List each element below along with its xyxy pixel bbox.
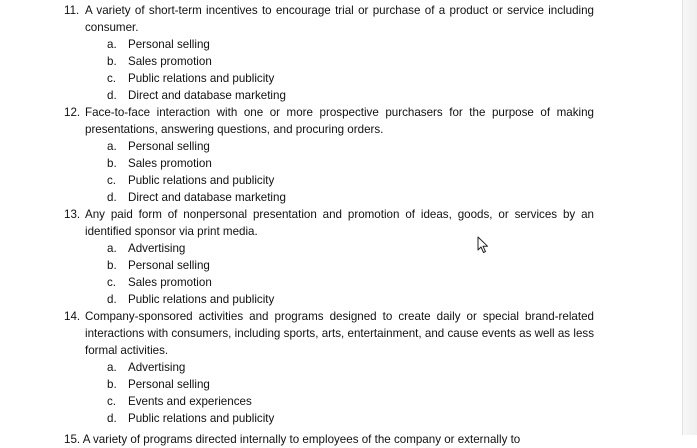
- mouse-pointer-icon: [477, 236, 489, 254]
- option-letter: a.: [107, 242, 117, 255]
- option-text: Advertising: [128, 242, 186, 255]
- option-text: Personal selling: [128, 38, 210, 51]
- option-letter: a.: [107, 140, 117, 153]
- option-letter: d.: [107, 293, 117, 306]
- option-letter: d.: [107, 412, 117, 425]
- question-number: 14.: [64, 310, 81, 323]
- option-letter: d.: [107, 89, 117, 102]
- question-14: [64, 308, 594, 359]
- option-letter: b.: [107, 378, 117, 391]
- question-11: [64, 2, 594, 36]
- option-letter: d.: [107, 191, 117, 204]
- question-number: 13.: [64, 208, 81, 221]
- option-letter: a.: [107, 361, 117, 374]
- question-15-cutoff: 15. A variety of programs directed internally to employees of the company or externally to: [64, 433, 521, 446]
- option-text: Personal selling: [128, 259, 210, 272]
- option-text: Sales promotion: [128, 276, 212, 289]
- option-text: Public relations and publicity: [128, 174, 275, 187]
- question-text: A variety of short-term incentives to encourage trial or purchase of a product or service including consumer.: [85, 4, 594, 35]
- option-letter: b.: [107, 55, 117, 68]
- option-text: Direct and database marketing: [128, 89, 286, 102]
- option-letter: c.: [107, 72, 117, 85]
- option-text: Sales promotion: [128, 55, 212, 68]
- option-text: Direct and database marketing: [128, 191, 286, 204]
- option-letter: c.: [107, 174, 117, 187]
- option-text: Sales promotion: [128, 157, 212, 170]
- option-text: Advertising: [128, 361, 186, 374]
- option-letter: b.: [107, 157, 117, 170]
- option-text: Public relations and publicity: [128, 293, 275, 306]
- option-text: Public relations and publicity: [128, 412, 275, 425]
- question-text: Face-to-face interaction with one or more prospective purchasers for the purpose of making presentations, answering questions, and procuring orders.: [85, 106, 594, 137]
- option-letter: b.: [107, 259, 117, 272]
- question-number: 12.: [64, 106, 81, 119]
- option-text: Events and experiences: [128, 395, 252, 408]
- option-letter: a.: [107, 38, 117, 51]
- question-text: Any paid form of nonpersonal presentation and promotion of ideas, goods, or services by an identified sponsor via print media.: [85, 208, 594, 239]
- option-text: Public relations and publicity: [128, 72, 275, 85]
- option-letter: c.: [107, 395, 117, 408]
- question-13: [64, 206, 594, 240]
- option-text: Personal selling: [128, 140, 210, 153]
- option-letter: c.: [107, 276, 117, 289]
- question-number: 11.: [64, 4, 80, 17]
- scrollbar-track[interactable]: [682, 0, 697, 435]
- question-text: Company-sponsored activities and programs designed to create daily or special brand-related interactions with consumers, including sports, arts, entertainment, and cause events as well as less formal activities.: [85, 310, 594, 358]
- option-text: Personal selling: [128, 378, 210, 391]
- question-12: [64, 104, 594, 138]
